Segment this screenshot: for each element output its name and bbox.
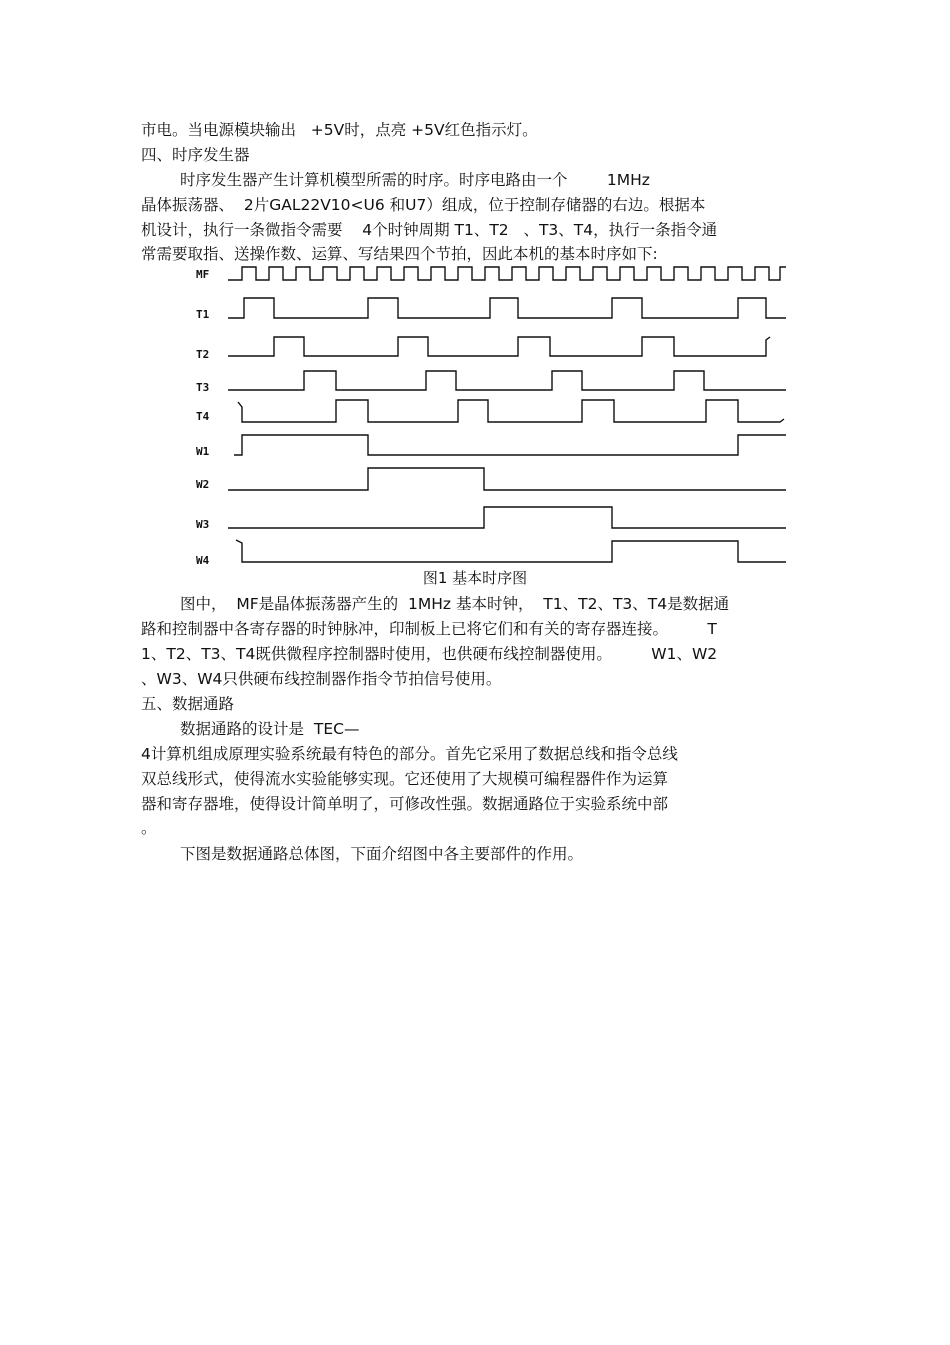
waveform-t2 <box>228 337 770 356</box>
waveform-w2 <box>228 468 786 490</box>
paragraph-line: 、W3、W4只供硬布线控制器作指令节拍信号使用。 <box>141 670 502 688</box>
paragraph-line: 。 <box>141 819 157 837</box>
figure-caption: 图1 基本时序图 <box>422 569 528 587</box>
paragraph-line: 时序发生器产生计算机模型所需的时序。时序电路由一个 1MHz <box>180 171 650 189</box>
section-heading: 五、数据通路 <box>141 695 235 713</box>
section-heading: 四、时序发生器 <box>141 146 250 164</box>
paragraph-line: 常需要取指、送操作数、运算、写结果四个节拍，因此本机的基本时序如下: <box>141 245 658 263</box>
waveform-w4 <box>236 540 786 562</box>
paragraph-line: 图中， MF是晶体振荡器产生的 1MHz 基本时钟， T1、T2、T3、T4是数据通 <box>180 595 730 613</box>
waveform-t4 <box>238 400 784 422</box>
signal-label: T4 <box>196 410 210 423</box>
paragraph-line: 1、T2、T3、T4既供微程序控制器时使用，也供硬布线控制器使用。 W1、W2 <box>141 645 718 663</box>
paragraph-line: 数据通路的设计是 TEC— <box>180 720 360 738</box>
waveform-w3 <box>228 507 786 528</box>
paragraph-line: 路和控制器中各寄存器的时钟脉冲，印制板上已将它们和有关的寄存器连接。 T <box>141 620 717 638</box>
waveform-mf <box>228 267 786 280</box>
signal-label: MF <box>196 268 210 281</box>
paragraph-line: 器和寄存器堆，使得设计简单明了，可修改性强。数据通路位于实验系统中部 <box>141 795 669 813</box>
waveform-t3 <box>228 371 786 390</box>
signal-label: W2 <box>196 478 210 491</box>
paragraph-line: 晶体振荡器、 2片GAL22V10<U6 和U7）组成，位于控制存储器的右边。根据本 <box>141 196 706 214</box>
waveform-t1 <box>228 298 786 318</box>
paragraph-line: 下图是数据通路总体图，下面介绍图中各主要部件的作用。 <box>180 845 584 863</box>
timing-diagram <box>190 262 790 570</box>
paragraph-line: 机设计，执行一条微指令需要 4个时钟周期 T1、T2 、T3、T4，执行一条指令通 <box>141 221 718 239</box>
signal-label: W3 <box>196 518 210 531</box>
waveform-w1 <box>234 435 786 455</box>
paragraph-line: 双总线形式，使得流水实验能够实现。它还使用了大规模可编程器件作为运算 <box>141 770 669 788</box>
signal-label: W1 <box>196 445 210 458</box>
signal-label: T2 <box>196 348 210 361</box>
signal-label: W4 <box>196 554 210 567</box>
paragraph-line: 市电。当电源模块输出 +5V时，点亮 +5V红色指示灯。 <box>141 121 538 139</box>
paragraph-line: 4计算机组成原理实验系统最有特色的部分。首先它采用了数据总线和指令总线 <box>141 745 678 763</box>
signal-label: T1 <box>196 308 210 321</box>
signal-label: T3 <box>196 381 210 394</box>
